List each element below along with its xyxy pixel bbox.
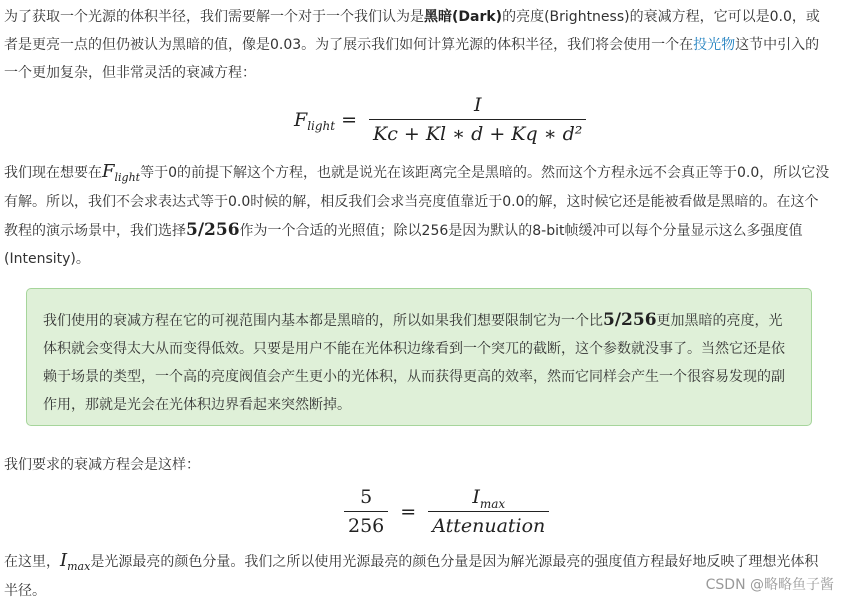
eq-right-numerator (468, 486, 509, 511)
eq-lhs-symbol: F (294, 108, 308, 131)
math-subscript: max (67, 560, 91, 573)
eq-lhs-subscript: light (307, 118, 336, 133)
eq-equals: = (341, 108, 358, 131)
paragraph-solve (4, 158, 830, 273)
paragraph-text: 是光源最亮的颜色分量。我们之所以使用光源最亮的颜色分量是因为解光源最亮的强度值方程最好地反映了理想光体积半径。 (4, 554, 819, 599)
paragraph-text: 在这里， (4, 554, 60, 570)
note-text (43, 306, 795, 419)
inline-math-imax (60, 550, 90, 571)
inline-math-flight (102, 161, 140, 182)
eq-imax-symbol: I (472, 486, 480, 508)
note-text-part: 更加黑暗的亮度，光体积就会变得太大从而变得低效。只要是用户不能在光体积边缘看到一个突兀的截断，这个参数就没事了。当然它还是依赖于场景的类型，一个高的亮度阀值会产生更小的光体积，从而获得更高的效率，然而它同样会产生一个很容易发现的副作用，那就是光会在光体积边界看起来突然断掉。 (43, 313, 785, 413)
eq-equals: = (400, 500, 417, 523)
note-box (26, 288, 812, 426)
eq-left-denominator: 256 (344, 511, 388, 537)
link-light-casters[interactable]: 投光物 (693, 37, 736, 53)
note-text-part: 我们使用的衰减方程在它的可视范围内基本都是黑暗的，所以如果我们想要限制它为一个比 (43, 313, 603, 329)
math-subscript: light (114, 171, 141, 184)
equation-threshold (338, 486, 555, 537)
paragraph-text: 为了获取一个光源的体积半径，我们需要解一个对于一个我们认为是 (4, 9, 424, 25)
eq-right-fraction (428, 486, 549, 537)
bold-term-dark: 黑暗(Dark) (424, 9, 503, 25)
eq-numerator: I (473, 94, 482, 116)
paragraph-intro (4, 3, 830, 87)
inline-math-value: 5/256 (603, 310, 657, 330)
paragraph-text: 这节中引入的一个更加复杂，但非常灵活的衰减方程： (4, 37, 820, 81)
paragraph-text: 作为一个合适的光照值；除以256是因为默认的8-bit帧缓冲可以每个分量显示这么多强度值(Intensity)。 (4, 223, 803, 267)
paragraph-text: 我们现在想要在 (4, 165, 102, 181)
eq-left-fraction (344, 486, 388, 537)
eq-right-denominator: Attenuation (428, 511, 549, 537)
csdn-watermark: CSDN @略略鱼子酱 (705, 577, 834, 593)
paragraph-text: 的亮度(Brightness)的衰减方程，它可以是0.0，或者是更亮一点的但仍被认为黑暗的值，像是0.03。为了展示我们如何计算光源的体积半径，我们将会使用一个在 (4, 9, 820, 53)
eq-left-numerator: 5 (360, 486, 373, 508)
equation-attenuation (294, 94, 592, 145)
inline-math-value: 5/256 (186, 220, 240, 240)
math-symbol: F (102, 161, 115, 182)
eq-denominator: Kc + Kl ∗ d + Kq ∗ d² (369, 119, 586, 145)
paragraph-required-equation: 我们要求的衰减方程会是这样： (4, 457, 200, 473)
math-symbol: I (60, 550, 68, 571)
eq-fraction (369, 94, 586, 145)
eq-imax-subscript: max (479, 497, 506, 511)
paragraph-text: 等于0的前提下解这个方程，也就是说光在该距离完全是黑暗的。然而这个方程永远不会真正等于0.0，所以它没有解。所以，我们不会求表达式等于0.0时候的解，相反我们会求当亮度值靠近于0.0的解，这时候它还是能被看做是黑暗的。在这个教程的演示场景中，我们选择 (4, 165, 830, 239)
